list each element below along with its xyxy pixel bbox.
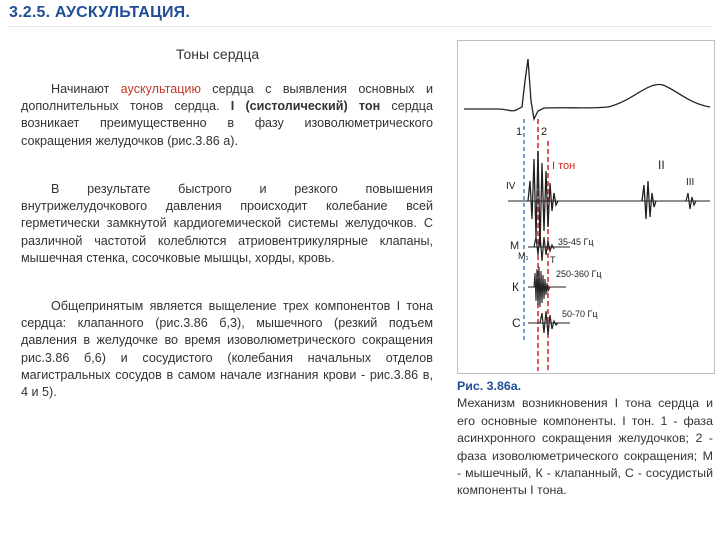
p1-part-1: Начинают bbox=[51, 82, 121, 96]
subtitle: Тоны сердца bbox=[176, 46, 260, 62]
phase-2-label: 2 bbox=[541, 126, 548, 138]
heading-divider bbox=[8, 26, 712, 27]
ecg-pressure-curve bbox=[464, 59, 710, 119]
p1-highlight-term: аускультацию bbox=[120, 82, 201, 96]
p1-bold-term: I (систолический) тон bbox=[230, 99, 381, 114]
paragraph-3: Общепринятым является выщеление трех компонентов I тона сердца: клапанного (рис.3.86 б,3), мышечного (резкий подъем давления в желудочке во время изоволюметрического сокращения рис.3.86 б,6) и сосудистого (колебания начальных отделов магистральных сосудов в самом начале изгнания крови - рис.3.86 в, 4 и 5). bbox=[21, 299, 433, 400]
label-C: С bbox=[512, 316, 521, 330]
p1-part-3: сердца с выявления основных и дополнительных тонов сердца. bbox=[21, 82, 433, 114]
label-M: М bbox=[510, 240, 520, 252]
muscle-frequency-label: 35-45 Гц bbox=[558, 237, 594, 247]
tone-II-label: II bbox=[658, 158, 665, 172]
paragraph-1 bbox=[21, 81, 433, 150]
phase-1-label: 1 bbox=[516, 126, 523, 138]
figure-heart-tone-diagram bbox=[457, 40, 715, 374]
label-K: К bbox=[512, 280, 519, 294]
label-T: Т bbox=[550, 255, 556, 265]
label-IV: IV bbox=[506, 181, 516, 192]
phonocardiogram-diagram bbox=[458, 41, 714, 373]
figure-caption bbox=[457, 378, 713, 500]
caption-text: Механизм возникновения I тона сердца и его основные компоненты. I тон. 1 - фаза асинхронного сокращения желудочков; 2 - фаза изоволюметрического сокращения; М - мышечный, К - клапанный, С - сосудистый компоненты I тона. bbox=[457, 396, 713, 498]
label-M1: М₁ bbox=[518, 251, 529, 261]
vessel-oscillation bbox=[540, 311, 558, 335]
p1-part-5: сердца возникает преимущественно в фазу изоволюметрического сокращения желудочков (рис.3.86 а). bbox=[21, 99, 433, 148]
section-heading: 3.2.5. АУСКУЛЬТАЦИЯ. bbox=[9, 4, 190, 21]
vessel-frequency-label: 50-70 Гц bbox=[562, 309, 598, 319]
caption-title: Рис. 3.86а. bbox=[457, 379, 522, 393]
paragraph-2: В результате быстрого и резкого повышения внутрижелудочкового давления происходит колебание всей герметически замкнутой кардиогемической системы желудочков. С различной частотой колеблются атриовентрикулярные клапаны, мышечная стенка, сосочковые мышцы, хорды, кровь. bbox=[21, 182, 433, 265]
tone-I-label: I тон bbox=[552, 160, 576, 172]
valve-frequency-label: 250-360 Гц bbox=[556, 269, 602, 279]
second-tone-oscillation bbox=[642, 181, 656, 219]
tone-III-label: III bbox=[686, 177, 695, 188]
